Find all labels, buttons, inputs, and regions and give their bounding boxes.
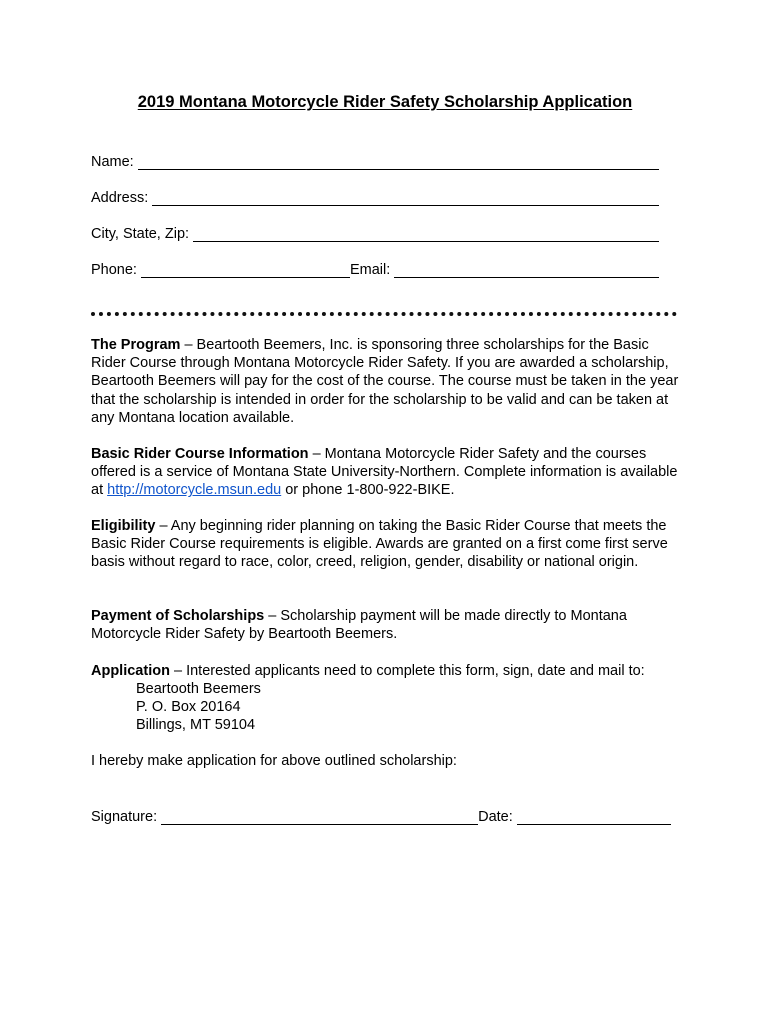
course-info-paragraph (91, 445, 681, 500)
program-paragraph (91, 336, 681, 427)
phone-label: Phone: (91, 262, 137, 278)
application-paragraph (91, 662, 681, 680)
program-heading: The Program (91, 337, 181, 353)
course-info-text-after: or phone 1-800-922-BIKE. (281, 482, 455, 499)
address-line: Beartooth Beemers (136, 681, 261, 697)
address-line: P. O. Box 20164 (136, 699, 241, 716)
signature-label: Signature: (91, 809, 158, 825)
application-heading: Application (91, 663, 170, 679)
eligibility-heading: Eligibility (91, 518, 156, 534)
declaration-text: I hereby make application for above outlined scholarship: (91, 753, 457, 769)
address-field-row (91, 186, 659, 206)
name-field[interactable] (138, 154, 659, 170)
payment-heading: Payment of Scholarships (91, 608, 265, 624)
signature-row (91, 805, 671, 825)
email-label: Email: (349, 262, 391, 278)
payment-text: – Scholarship payment will be made directly to Montana Motorcycle Rider Safety by Beartooth Beemers. (91, 608, 627, 643)
signature-field[interactable] (161, 809, 478, 825)
city-state-zip-field-row (91, 222, 659, 242)
mailing-address (136, 680, 261, 735)
email-field[interactable] (394, 262, 659, 278)
address-label: Address: (91, 190, 149, 206)
date-field[interactable] (517, 809, 671, 825)
name-field-row (91, 150, 659, 170)
eligibility-paragraph (91, 517, 681, 572)
address-field[interactable] (152, 190, 659, 206)
phone-field[interactable] (141, 262, 350, 278)
name-label: Name: (91, 154, 134, 170)
city-state-zip-field[interactable] (193, 226, 659, 242)
dotted-divider (91, 312, 677, 316)
course-info-link[interactable]: http://motorcycle.msun.edu (107, 482, 282, 499)
payment-paragraph (91, 607, 681, 643)
city-state-zip-label: City, State, Zip: (91, 226, 190, 242)
application-text: – Interested applicants need to complete this form, sign, date and mail to: (169, 663, 645, 679)
date-label: Date: (478, 809, 513, 825)
phone-email-field-row (91, 258, 659, 278)
program-text: – Beartooth Beemers, Inc. is sponsoring three scholarships for the Basic Rider Course through Montana Motorcycle Rider Safety. If you are awarded a scholarship, Beartooth Beemers will pay for the cost of the course. The course must be taken in the year that the scholarship is intended in order for the scholarship to be valid and can be taken at any Montana location available. (91, 337, 679, 426)
eligibility-text: – Any beginning rider planning on taking the Basic Rider Course that meets the Basic Rider Course requirements is eligible. Awards are granted on a first come first serve basis without regard to race, color, creed, religion, gender, disability or national origin. (91, 518, 668, 571)
course-info-text: – Montana Motorcycle Rider Safety and the courses offered is a service of Montana State University-Northern. Complete information is available at (91, 446, 678, 499)
address-line: Billings, MT 59104 (136, 717, 256, 734)
course-info-heading: Basic Rider Course Information (91, 446, 309, 462)
page-title: 2019 Montana Motorcycle Rider Safety Scholarship Application (137, 93, 633, 111)
